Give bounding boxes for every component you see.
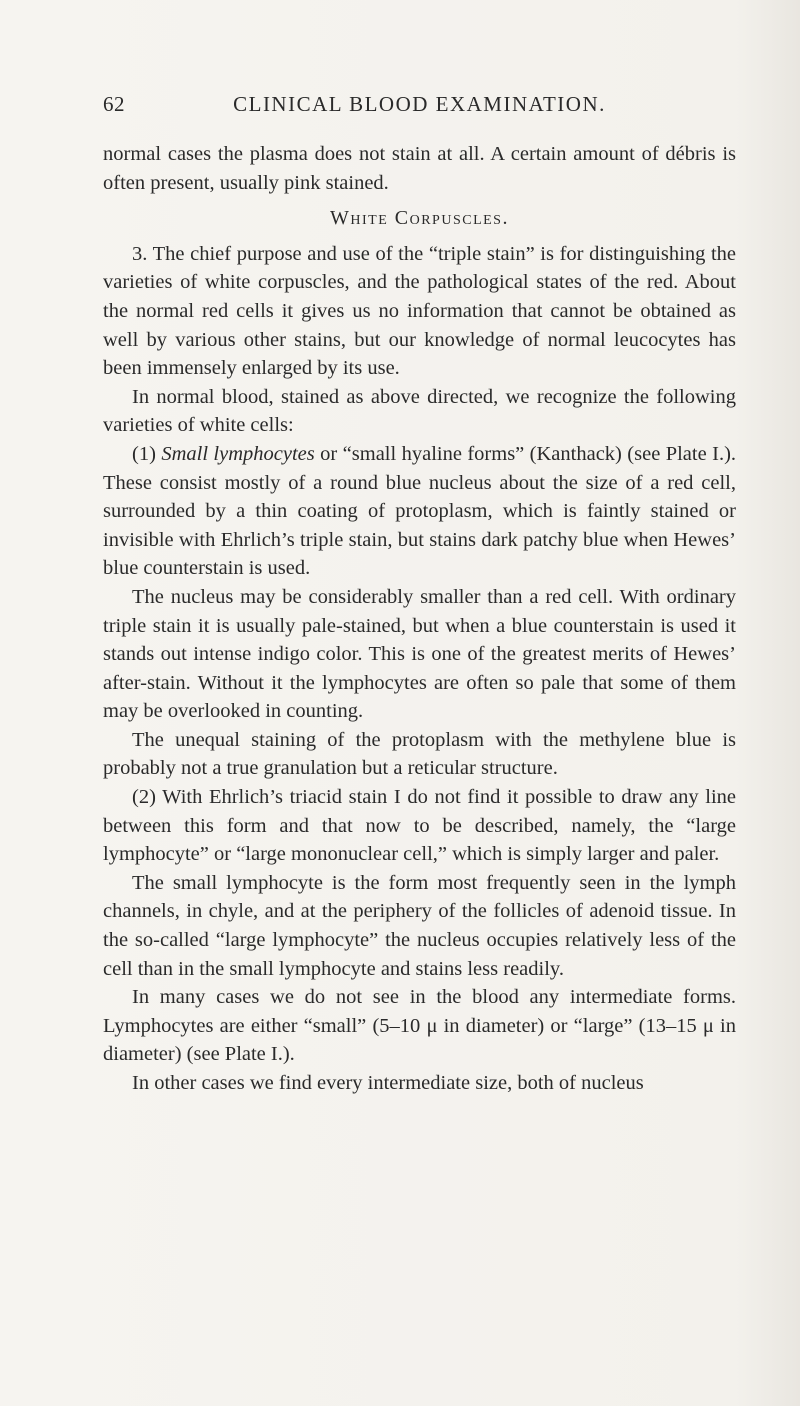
term-small-lymphocytes: Small lymphocytes (161, 442, 315, 465)
body-text (103, 140, 736, 1098)
paragraph-small-lymphocytes (103, 440, 736, 583)
paragraph-normal-blood: In normal blood, stained as above directed, we recognize the following varieties of white cells: (103, 385, 736, 437)
paragraph-nucleus: The nucleus may be considerably smaller than a red cell. With ordinary triple stain it is usually pale-stained, but when a blue counterstain is used it stands out intense indigo color. This is one of the greatest merits of Hewes’ after-stain. Without it the lymphocytes are often so pale that some of them may be overlooked in counting. (103, 585, 736, 723)
paragraph-unequal-staining: The unequal staining of the protoplasm with the methylene blue is probably not a true granulation but a reticular structure. (103, 728, 736, 780)
paragraph-3: 3. The chief purpose and use of the “triple stain” is for distinguishing the varieties of white corpuscles, and the pathological states of the red. About the normal red cells it gives us no information that cannot be obtained as well by various other stains, but our knowledge of normal leucocytes has been immensely enlarged by its use. (103, 242, 736, 380)
page-header (103, 92, 736, 122)
paragraph-other-cases: In other cases we find every intermediate size, both of nucleus (132, 1072, 644, 1094)
paragraph-small-lymphocyte-form: The small lymphocyte is the form most frequently seen in the lymph channels, in chyle, and at the periphery of the follicles of adenoid tissue. In the so-called “large lymphocyte” the nucleus occupies relatively less of the cell than in the small lymphocyte and stains less readily. (103, 871, 736, 980)
item-number: (1) (132, 442, 162, 465)
running-title: CLINICAL BLOOD EXAMINATION. (233, 92, 606, 116)
paragraph-continuation: normal cases the plasma does not stain at all. A certain amount of débris is often present, usually pink stained. (103, 143, 736, 194)
paragraph-text: or “small hyaline forms” (Kanthack) (see Plate I.). These consist mostly of a round blue nucleus about the size of a red cell, surrounded by a thin coating of protoplasm, which is faintly stained or invisible with Ehrlich’s triple stain, but stains dark patchy blue when Hewes’ blue counterstain is used. (103, 442, 737, 580)
section-heading: White Corpuscles. (330, 207, 509, 230)
paragraph-intermediate-forms: In many cases we do not see in the blood any intermediate forms. Lymphocytes are either “small” (5–10 μ in diameter) or “large” (13–15 μ in diameter) (see Plate I.). (103, 986, 736, 1066)
paragraph-triacid-stain: (2) With Ehrlich’s triacid stain I do not find it possible to draw any line between this form and that now to be described, namely, the “large lymphocyte” or “large mononuclear cell,” which is simply larger and paler. (103, 786, 736, 866)
page-number: 62 (103, 92, 125, 116)
